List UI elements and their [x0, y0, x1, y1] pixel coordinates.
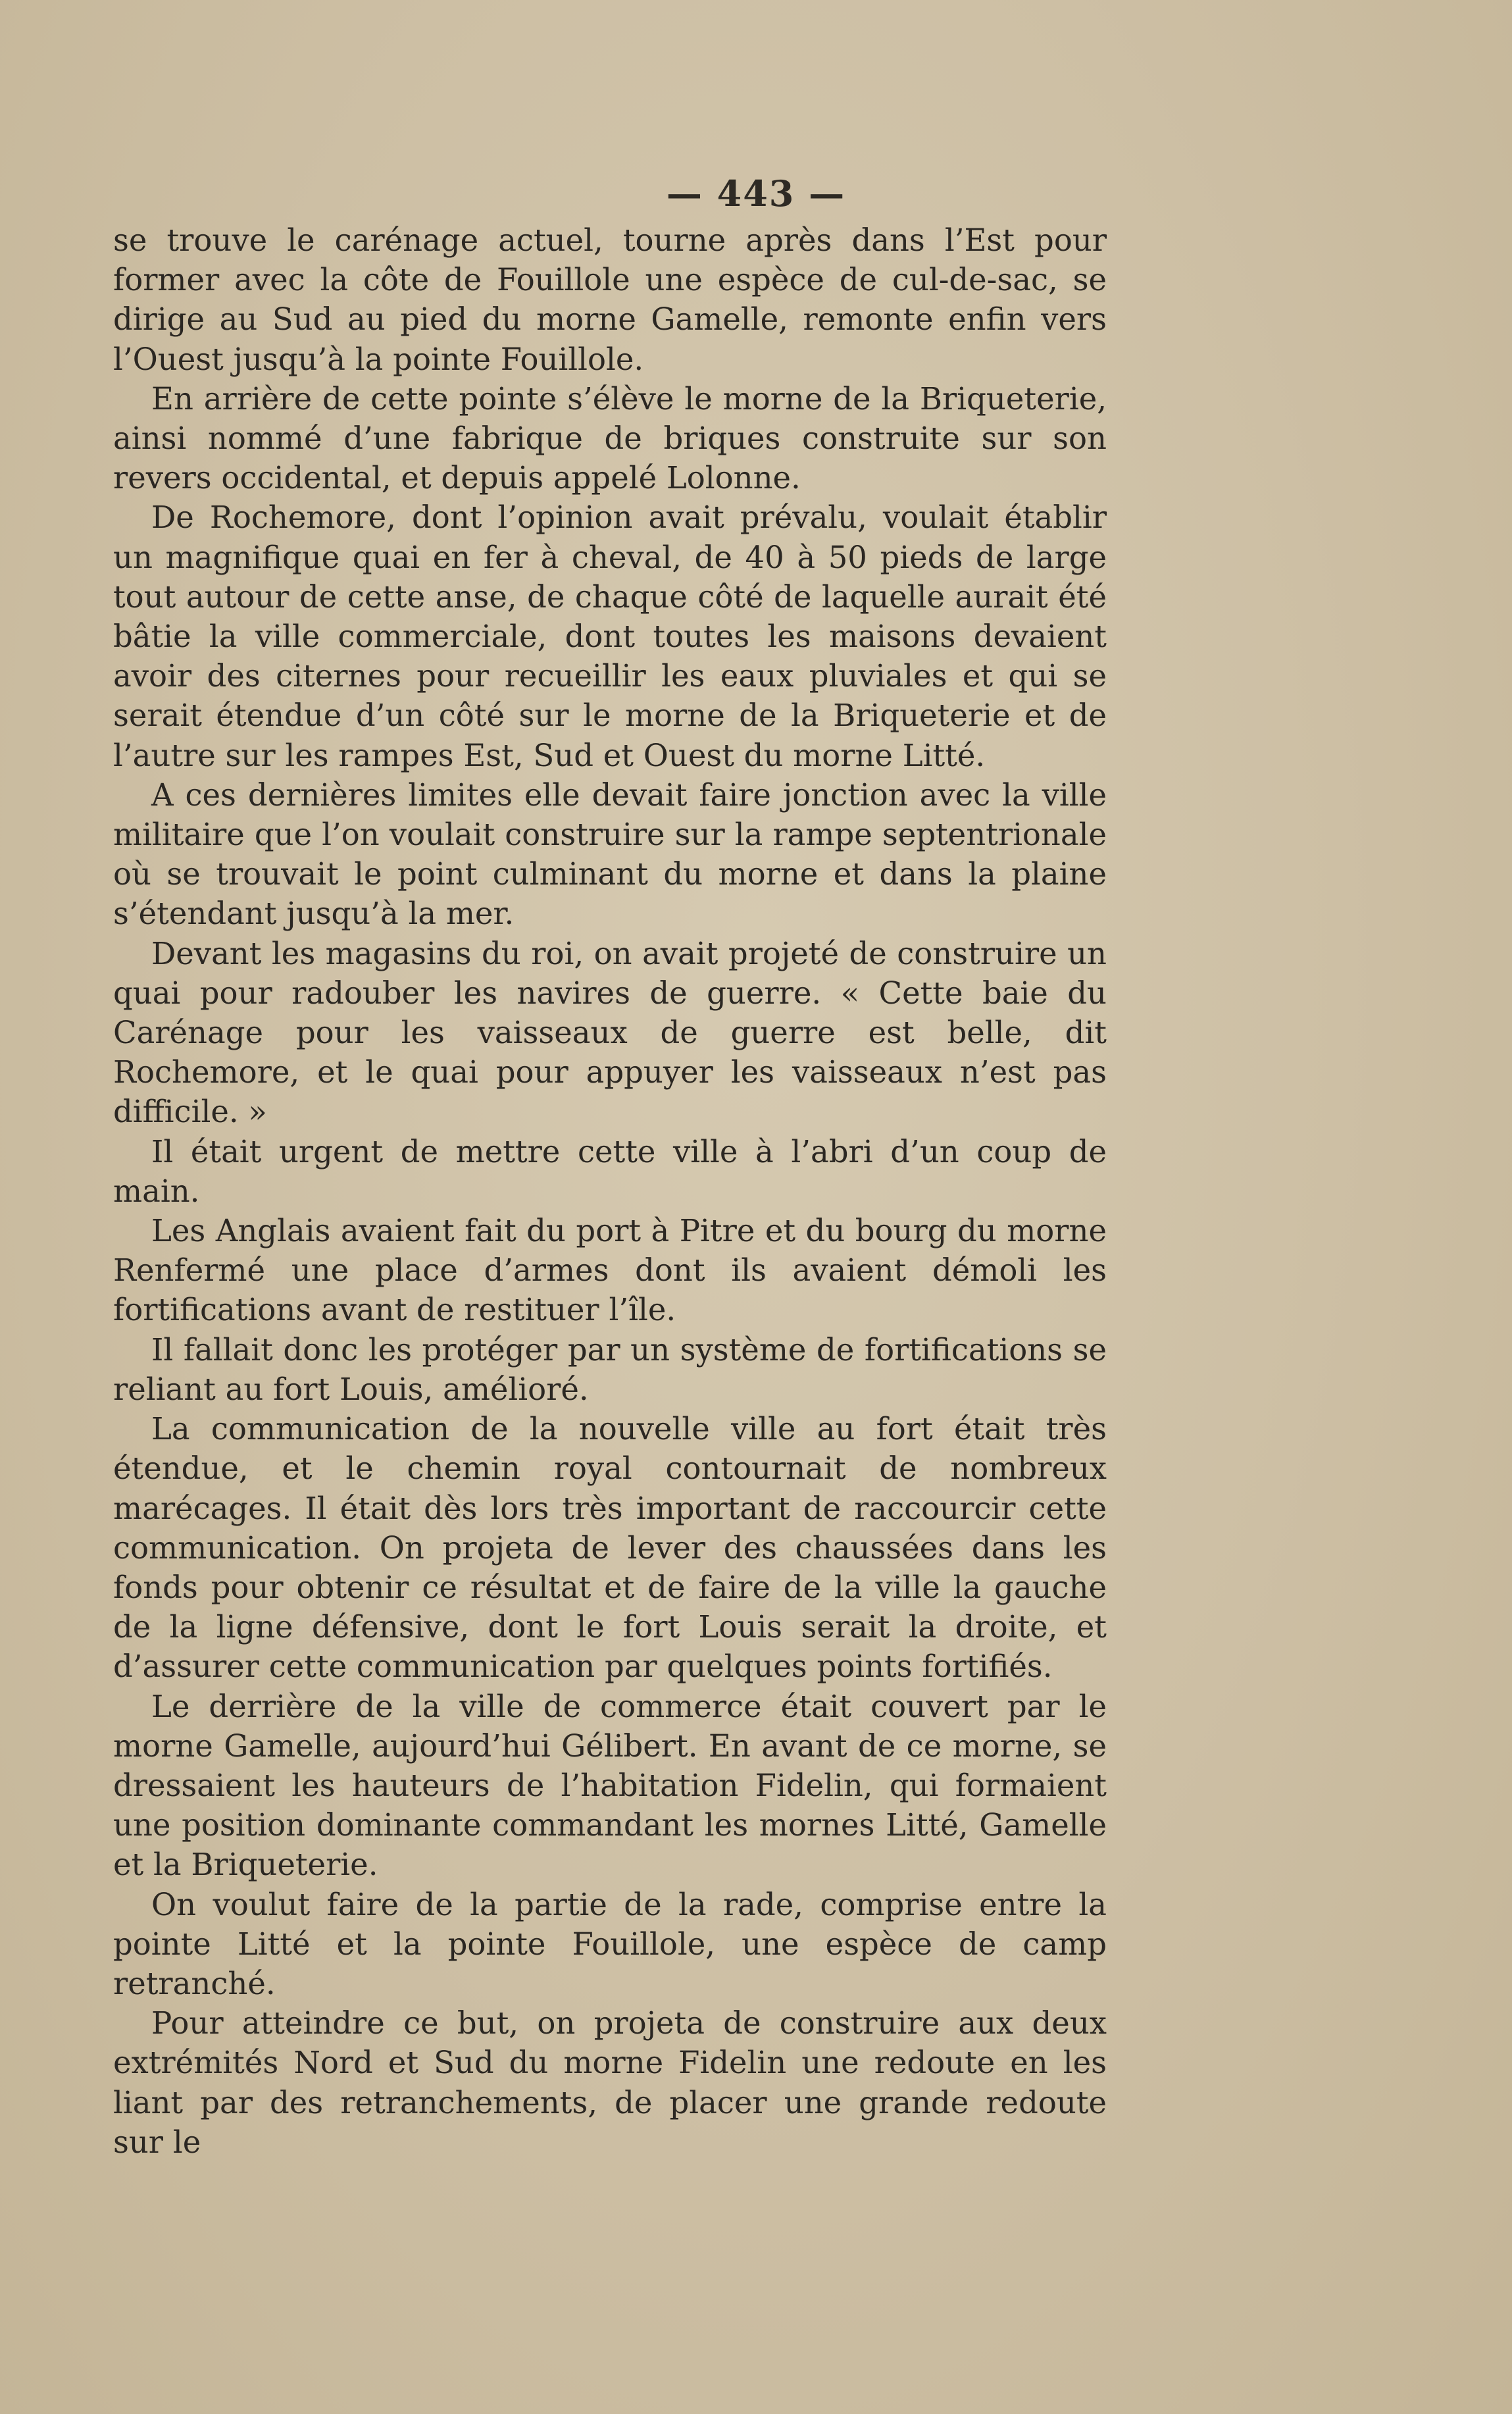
paragraph: La communication de la nouvelle ville au fort était très étendue, et le chemin royal contournait de nombreux marécages. Il était dès lors très important de raccourcir cette communication. On projeta de lever des chaussées dans les fonds pour obtenir ce résultat et de faire de la ville la gauche de la ligne défensive, dont le fort Louis serait la droite, et d’assurer cette communication par quelques points fortifiés. [113, 1411, 1107, 1685]
paragraph: De Rochemore, dont l’opinion avait prévalu, voulait établir un magnifique quai en fer à cheval, de 40 à 50 pieds de large tout autour de cette anse, de chaque côté de laquelle aurait été bâtie la ville commerciale, dont toutes les maisons devaient avoir des citernes pour recueillir les eaux pluviales et qui se serait étendue d’un côté sur le morne de la Briqueterie et de l’autre sur les rampes Est, Sud et Ouest du morne Litté. [113, 500, 1107, 773]
paragraph: Pour atteindre ce but, on projeta de construire aux deux extrémités Nord et Sud du morne Fidelin une redoute en les liant par des retranchements, de placer une grande redoute sur le [113, 2005, 1107, 2160]
paragraph: On voulut faire de la partie de la rade, comprise entre la pointe Litté et la pointe Fouillole, une espèce de camp retranché. [113, 1886, 1107, 2001]
paragraph: Les Anglais avaient fait du port à Pitre et du bourg du morne Renfermé une place d’armes dont ils avaient démoli les fortifications avant de restituer l’île. [113, 1213, 1107, 1328]
paragraph: Le derrière de la ville de commerce était couvert par le morne Gamelle, aujourd’hui Gélibert. En avant de ce morne, se dressaient les hauteurs de l’habitation Fidelin, qui formaient une position dominante commandant les mornes Litté, Gamelle et la Briqueterie. [113, 1688, 1107, 1883]
paragraph: Il fallait donc les protéger par un système de fortifications se reliant au fort Louis, amélioré. [113, 1331, 1107, 1407]
paragraph-continuation: se trouve le carénage actuel, tourne après dans l’Est pour former avec la côte de Fouillole une espèce de cul-de-sac, se dirige au Sud au pied du morne Gamelle, remonte enfin vers l’Ouest jusqu’à la pointe Fouillole. [113, 222, 1107, 377]
page-number: — 443 — [666, 172, 846, 215]
body-text [113, 220, 1107, 2162]
paragraph: Il était urgent de mettre cette ville à l’abri d’un coup de main. [113, 1133, 1107, 1209]
paragraph: A ces dernières limites elle devait faire jonction avec la ville militaire que l’on voulait construire sur la rampe septentrionale où se trouvait le point culminant du morne et dans la plaine s’étendant jusqu’à la mer. [113, 777, 1107, 932]
paragraph: En arrière de cette pointe s’élève le morne de la Briqueterie, ainsi nommé d’une fabrique de briques construite sur son revers occidental, et depuis appelé Lolonne. [113, 380, 1107, 496]
paragraph: Devant les magasins du roi, on avait projeté de construire un quai pour radouber les navires de guerre. « Cette baie du Carénage pour les vaisseaux de guerre est belle, dit Rochemore, et le quai pour appuyer les vaisseaux n’est pas difficile. » [113, 935, 1107, 1130]
